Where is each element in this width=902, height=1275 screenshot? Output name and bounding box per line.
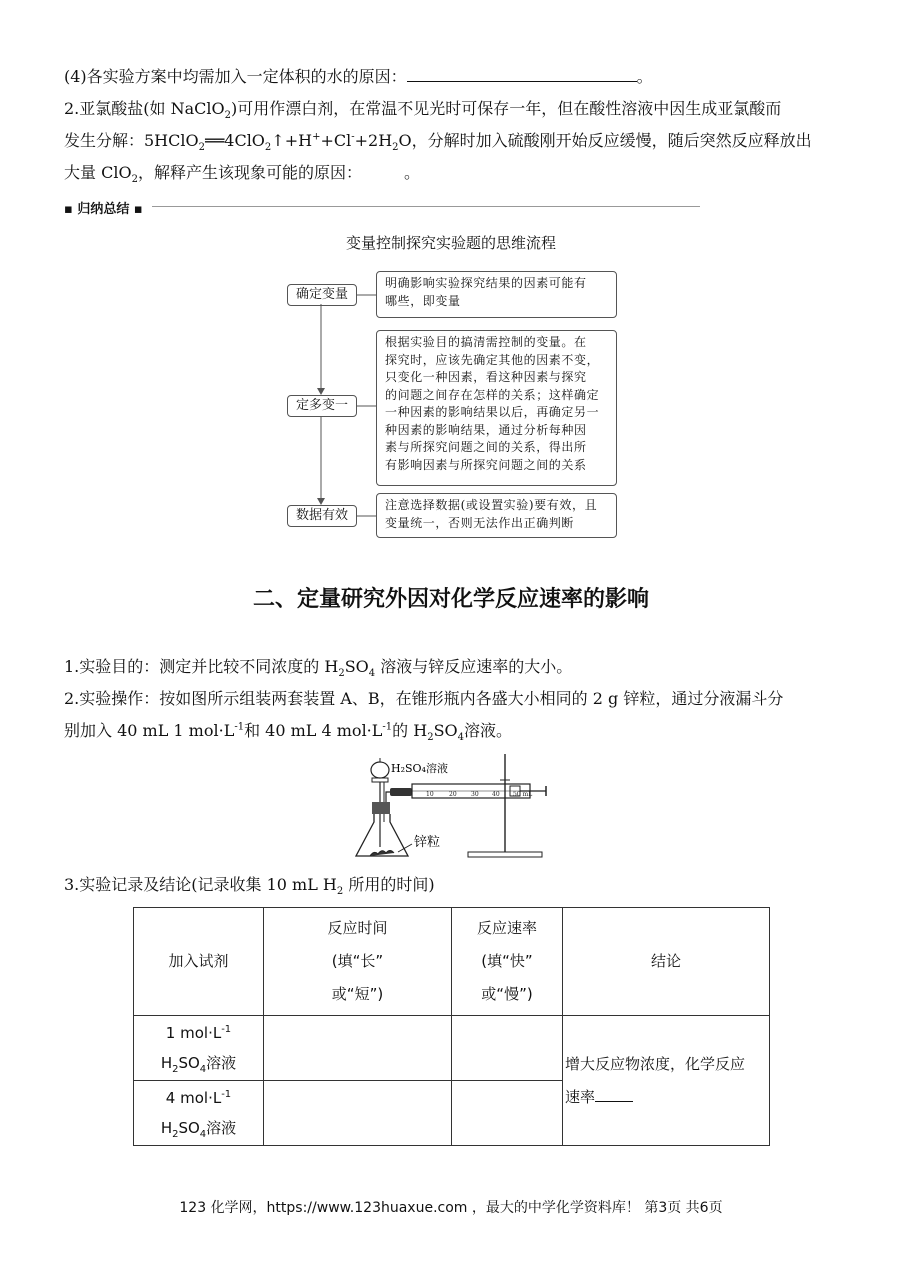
table-row: [134, 1016, 770, 1081]
step-3-heading: 3.实验记录及结论(记录收集 10 mL $H_2$ 所用的时间): [64, 875, 435, 898]
svg-text:50 mL: 50 mL: [513, 791, 533, 798]
question-2-line-1: 2.亚氯酸盐(如 NaClO$_2$)可用作漂白剂，在常温不见光时可保存一年，但在酸性溶液中因生成亚氯酸而: [64, 99, 782, 122]
header-reagent: 加入试剂: [134, 908, 264, 1016]
apparatus-figure: [350, 752, 560, 864]
page-footer: 123 化学网，https://www.123huaxue.com ，最大的中学化学资料库！ 第3页 共6页: [179, 1200, 723, 1216]
rate-answer-cell[interactable]: [452, 1081, 563, 1146]
time-answer-cell[interactable]: [264, 1081, 452, 1146]
flow-step-text-2: 根据实验目的搞清需控制的变量。在 探究时，应该先确定其他的因素不变， 只变化一种因素，看这种因素与探究 的问题之间存在怎样的关系；这样确定 一种因素的影响结果以后，再确定另一 种因素的影响结果，通过分析每种因 素与所探究问题之间的关系，得出所 有影响因素与所探究问题之间的关系: [376, 330, 617, 486]
summary-header: ▪ 归纳总结 ▪: [64, 198, 700, 216]
flow-step-text-3: 注意选择数据(或设置实验)要有效，且 变量统一，否则无法作出正确判断: [376, 493, 617, 538]
flow-step-text-1: 明确影响实验探究结果的因素可能有 哪些，即变量: [376, 271, 617, 318]
conclusion-cell: 增大反应物浓度，化学反应 速率: [563, 1016, 770, 1146]
reagent-cell: 1 $mol\cdot L^{-1}$ $H_2SO_4$溶液: [134, 1016, 264, 1081]
header-reaction-time: 反应时间 (填“长” 或“短”): [264, 908, 452, 1016]
table-header-row: [134, 908, 770, 1016]
zinc-granules: [370, 851, 394, 857]
step-1-purpose: 1.实验目的：测定并比较不同浓度的 $H_2SO_4$ 溶液与锌反应速率的大小。: [64, 657, 573, 680]
question-4: (4)各实验方案中均需加入一定体积的水的原因： 。: [64, 67, 653, 86]
question-2-line-3: 大量 ClO$_2$，解释产生该现象可能的原因： 。: [64, 163, 420, 186]
rate-answer-cell[interactable]: [452, 1016, 563, 1081]
flow-step-label-1: 确定变量: [287, 284, 357, 306]
question-2-line-2: 发生分解：$5HClO_2══4ClO_2↑+H^++Cl^-+2H_2O$，分解时加入硫酸刚开始反应缓慢，随后突然反应释放出: [64, 131, 812, 154]
conical-flask: [356, 814, 408, 856]
zinc-label: 锌粒: [414, 835, 441, 850]
svg-text:30: 30: [471, 791, 479, 798]
reagent-cell: 4 $mol\cdot L^{-1}$ $H_2SO_4$溶液: [134, 1081, 264, 1146]
flow-title: 变量控制探究实验题的思维流程: [345, 234, 556, 252]
svg-text:40: 40: [492, 791, 500, 798]
flow-step-label-2: 定多变一: [287, 395, 357, 417]
step-2-line-1: 2.实验操作：按如图所示组装两套装置 A、B，在锥形瓶内各盛大小相同的 2 g 锌粒，通过分液漏斗分: [64, 689, 784, 708]
flow-step-label-3: 数据有效: [287, 505, 357, 527]
time-answer-cell[interactable]: [264, 1016, 452, 1081]
svg-text:10: 10: [426, 791, 434, 798]
step-2-line-2: 别加入 40 mL 1 $mol\cdot L^{-1}$和 40 mL 4 $mol\cdot L^{-1}$的 $H_2SO_4$溶液。: [64, 721, 513, 744]
record-table: [133, 907, 770, 1146]
rubber-stopper: [372, 802, 390, 814]
section-heading: 二、定量研究外因对化学反应速率的影响: [252, 587, 649, 612]
connecting-tube: [390, 788, 412, 796]
header-conclusion: 结论: [563, 908, 770, 1016]
conclusion-blank[interactable]: [595, 1101, 633, 1102]
separatory-funnel: [371, 762, 389, 778]
header-reaction-rate: 反应速率 (填“快” 或“慢”): [452, 908, 563, 1016]
svg-text:20: 20: [449, 791, 457, 798]
funnel-label: H₂SO₄溶液: [391, 762, 448, 775]
stand-base: [468, 852, 542, 857]
